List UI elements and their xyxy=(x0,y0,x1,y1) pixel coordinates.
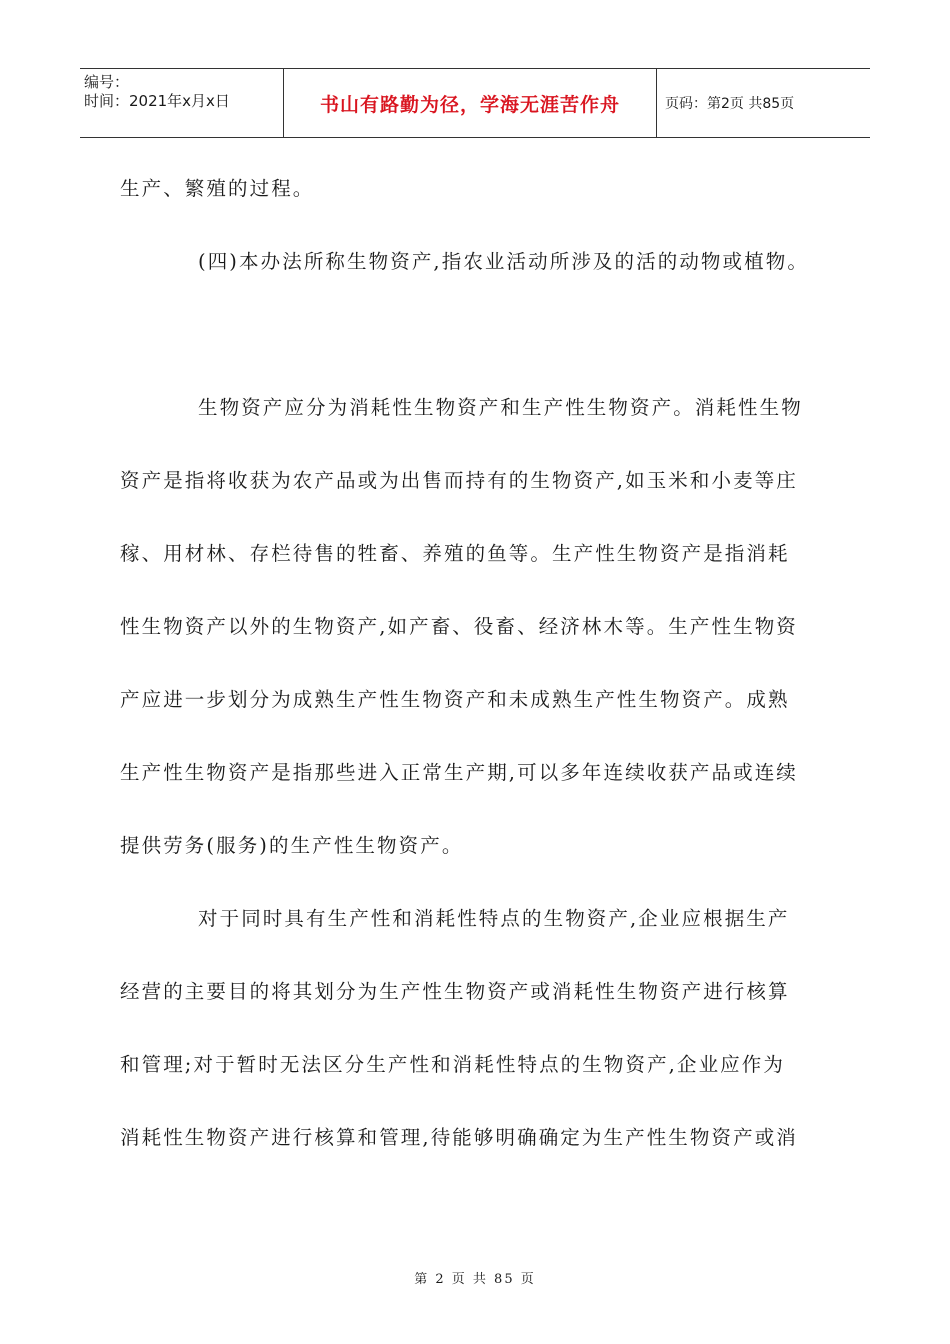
header-meta xyxy=(80,69,283,137)
body-line: (四)本办法所称生物资产,指农业活动所涉及的活的动物或植物。 xyxy=(198,250,809,273)
header-motto-cell xyxy=(283,69,657,137)
body-line: 生物资产应分为消耗性生物资产和生产性生物资产。消耗性生物 xyxy=(198,396,803,419)
body-line: 生产、繁殖的过程。 xyxy=(120,177,315,200)
body-line: 经营的主要目的将其划分为生产性生物资产或消耗性生物资产进行核算 xyxy=(120,980,790,1003)
page-footer: 第 2 页 共 85 页 xyxy=(414,1272,536,1287)
header-page-info-cell xyxy=(657,69,870,137)
header-page-info: 页码：第2页 共85页 xyxy=(665,96,795,112)
document-number-label: 编号： xyxy=(84,73,130,91)
paragraph-gap xyxy=(120,298,825,371)
header-motto: 书山有路勤为径，学海无涯苦作舟 xyxy=(319,93,620,116)
body-line: 性生物资产以外的生物资产,如产畜、役畜、经济林木等。生产性生物资 xyxy=(120,615,798,638)
document-time-label: 时间：2021年x月x日 xyxy=(84,92,230,110)
body-line: 生产性生物资产是指那些进入正常生产期,可以多年连续收获产品或连续 xyxy=(120,761,798,784)
body-line: 和管理;对于暂时无法区分生产性和消耗性特点的生物资产,企业应作为 xyxy=(120,1053,785,1076)
document-body xyxy=(120,152,825,1174)
body-line: 提供劳务(服务)的生产性生物资产。 xyxy=(120,834,464,857)
body-line: 对于同时具有生产性和消耗性特点的生物资产,企业应根据生产 xyxy=(198,907,790,930)
page-header xyxy=(80,68,870,138)
body-line: 稼、用材林、存栏待售的牲畜、养殖的鱼等。生产性生物资产是指消耗 xyxy=(120,542,790,565)
body-line: 消耗性生物资产进行核算和管理,待能够明确确定为生产性生物资产或消 xyxy=(120,1126,798,1149)
body-line: 资产是指将收获为农产品或为出售而持有的生物资产,如玉米和小麦等庄 xyxy=(120,469,798,492)
body-line: 产应进一步划分为成熟生产性生物资产和未成熟生产性生物资产。成熟 xyxy=(120,688,790,711)
